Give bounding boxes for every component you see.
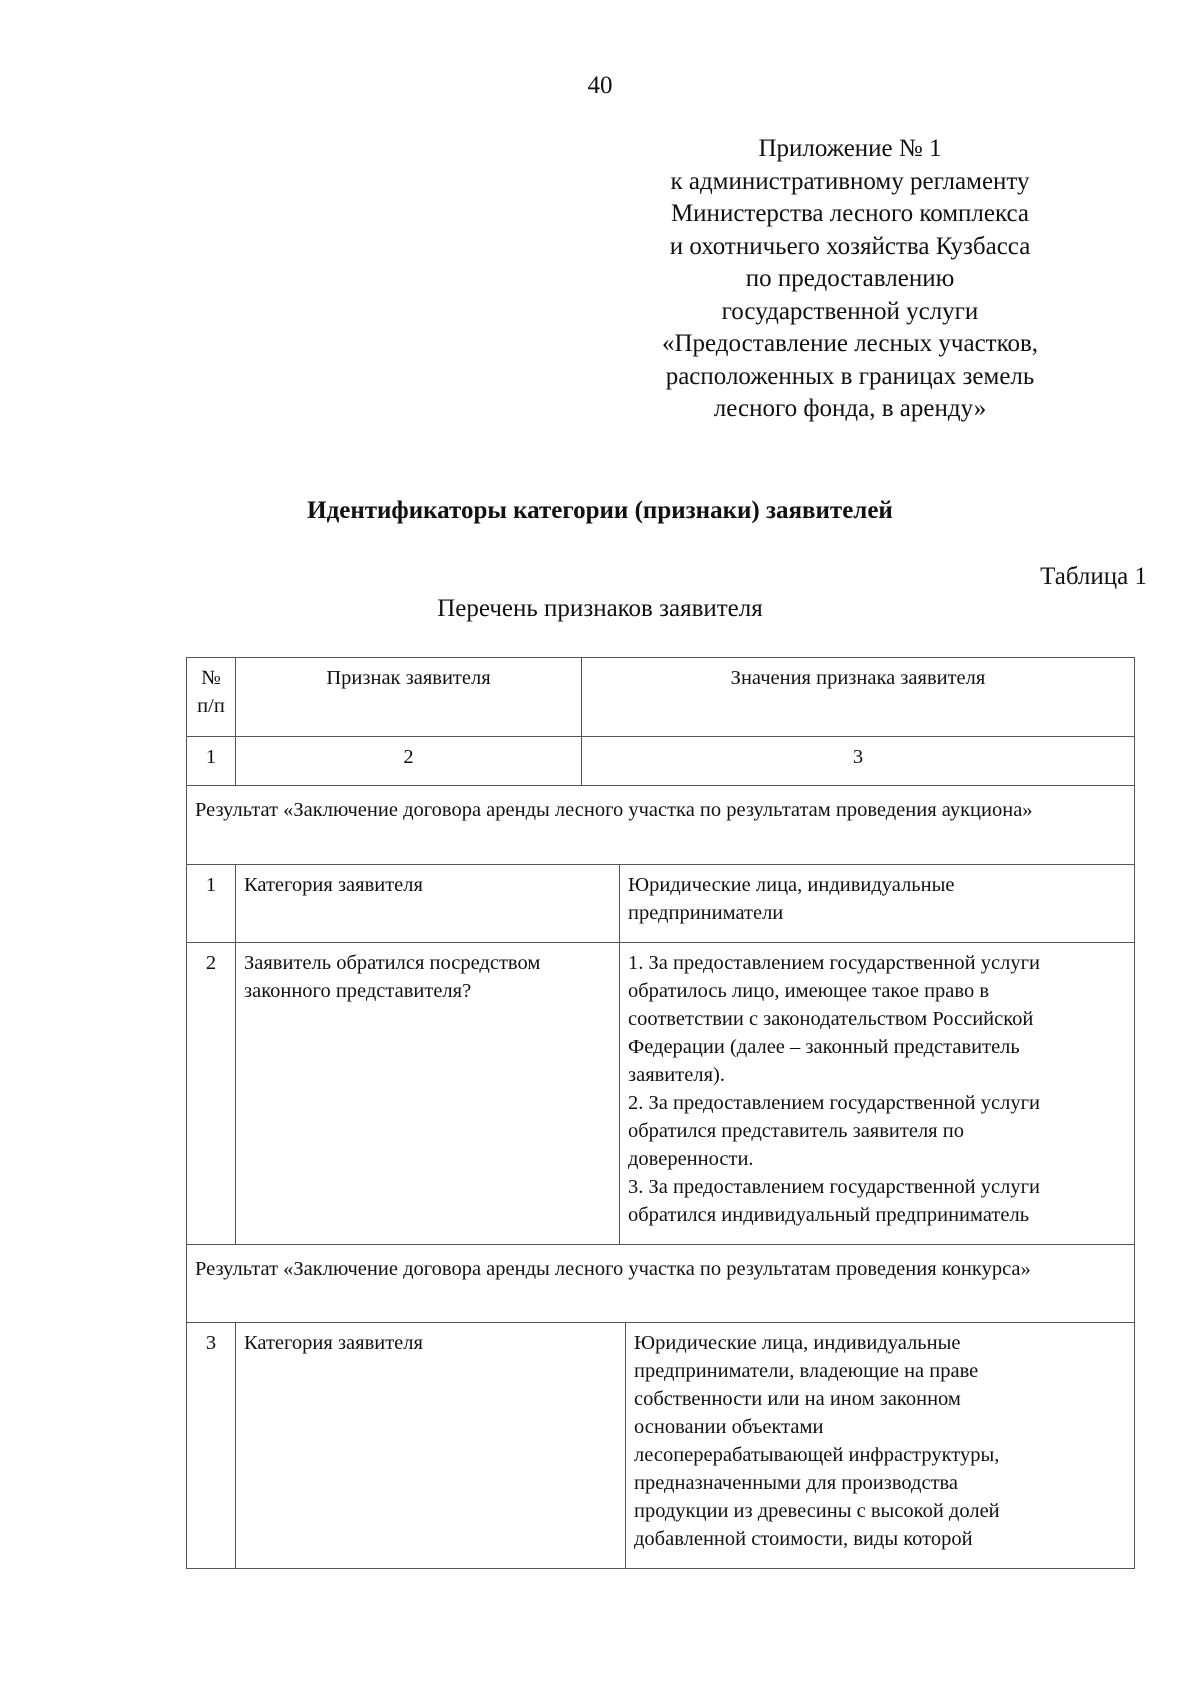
header-value: Значения признака заявителя bbox=[581, 658, 1134, 736]
appendix-line: по предоставлению bbox=[745, 265, 955, 292]
appendix-line: Приложение № 1 bbox=[758, 135, 942, 162]
row-sign: Заявитель обратился посредством законного представителя? bbox=[235, 943, 619, 1244]
table-row bbox=[186, 942, 1135, 1244]
row-sign: Категория заявителя bbox=[235, 1323, 625, 1568]
appendix-line: лесного фонда, в аренду» bbox=[713, 395, 987, 422]
column-number: 3 bbox=[581, 737, 1134, 785]
result-row-contest bbox=[186, 1244, 1135, 1322]
row-number: 1 bbox=[205, 874, 217, 896]
result-row-auction bbox=[186, 785, 1135, 864]
appendix-line: «Предоставление лесных участков, bbox=[661, 330, 1039, 357]
column-number: 2 bbox=[235, 737, 581, 785]
section-title: Идентификаторы категории (признаки) заявителей bbox=[307, 497, 893, 524]
header-num: № п/п bbox=[197, 667, 225, 717]
header-sign: Признак заявителя bbox=[235, 658, 581, 736]
table-row bbox=[186, 1322, 1135, 1569]
appendix-line: к административному регламенту bbox=[670, 167, 1030, 195]
appendix-line: и охотничьего хозяйства Кузбасса bbox=[669, 232, 1031, 260]
page-number: 40 bbox=[587, 72, 613, 99]
row-value: Юридические лица, индивидуальные предприниматели, владеющие на праве собственности или на ином законном основании объектами лесоперерабатывающей инфраструктуры, предназначенными для производства продукции из древесины с высокой долей добавленной стоимости, виды которой bbox=[625, 1323, 1134, 1568]
result-text: Результат «Заключение договора аренды лесного участка по результатам проведения конкурса» bbox=[195, 1258, 1031, 1280]
appendix-line: расположенных в границах земель bbox=[665, 362, 1035, 390]
row-number: 3 bbox=[205, 1332, 217, 1354]
appendix-line: Министерства лесного комплекса bbox=[670, 200, 1030, 227]
table-row bbox=[186, 864, 1135, 942]
result-text: Результат «Заключение договора аренды лесного участка по результатам проведения аукциона» bbox=[195, 799, 1033, 821]
column-number: 1 bbox=[205, 746, 217, 768]
appendix-header bbox=[600, 133, 1100, 426]
table-caption: Перечень признаков заявителя bbox=[437, 595, 763, 622]
row-value: 1. За предоставлением государственной услуги обратилось лицо, имеющее такое право в соответствии с законодательством Российской Федерации (далее – законный представитель заявителя). 2. За предоставлением государственной услуги обратился представитель заявителя по доверенности. 3. За предоставлением государственной услуги обратился индивидуальный предприниматель bbox=[619, 943, 1134, 1244]
table-header-row bbox=[186, 657, 1135, 736]
row-sign: Категория заявителя bbox=[235, 865, 619, 942]
appendix-line: государственной услуги bbox=[721, 297, 979, 325]
applicant-signs-table bbox=[186, 657, 1135, 1569]
table-label: Таблица 1 bbox=[1040, 563, 1147, 590]
column-numbers-row bbox=[186, 736, 1135, 785]
row-value: Юридические лица, индивидуальные предприниматели bbox=[619, 865, 1134, 942]
row-number: 2 bbox=[205, 952, 217, 974]
